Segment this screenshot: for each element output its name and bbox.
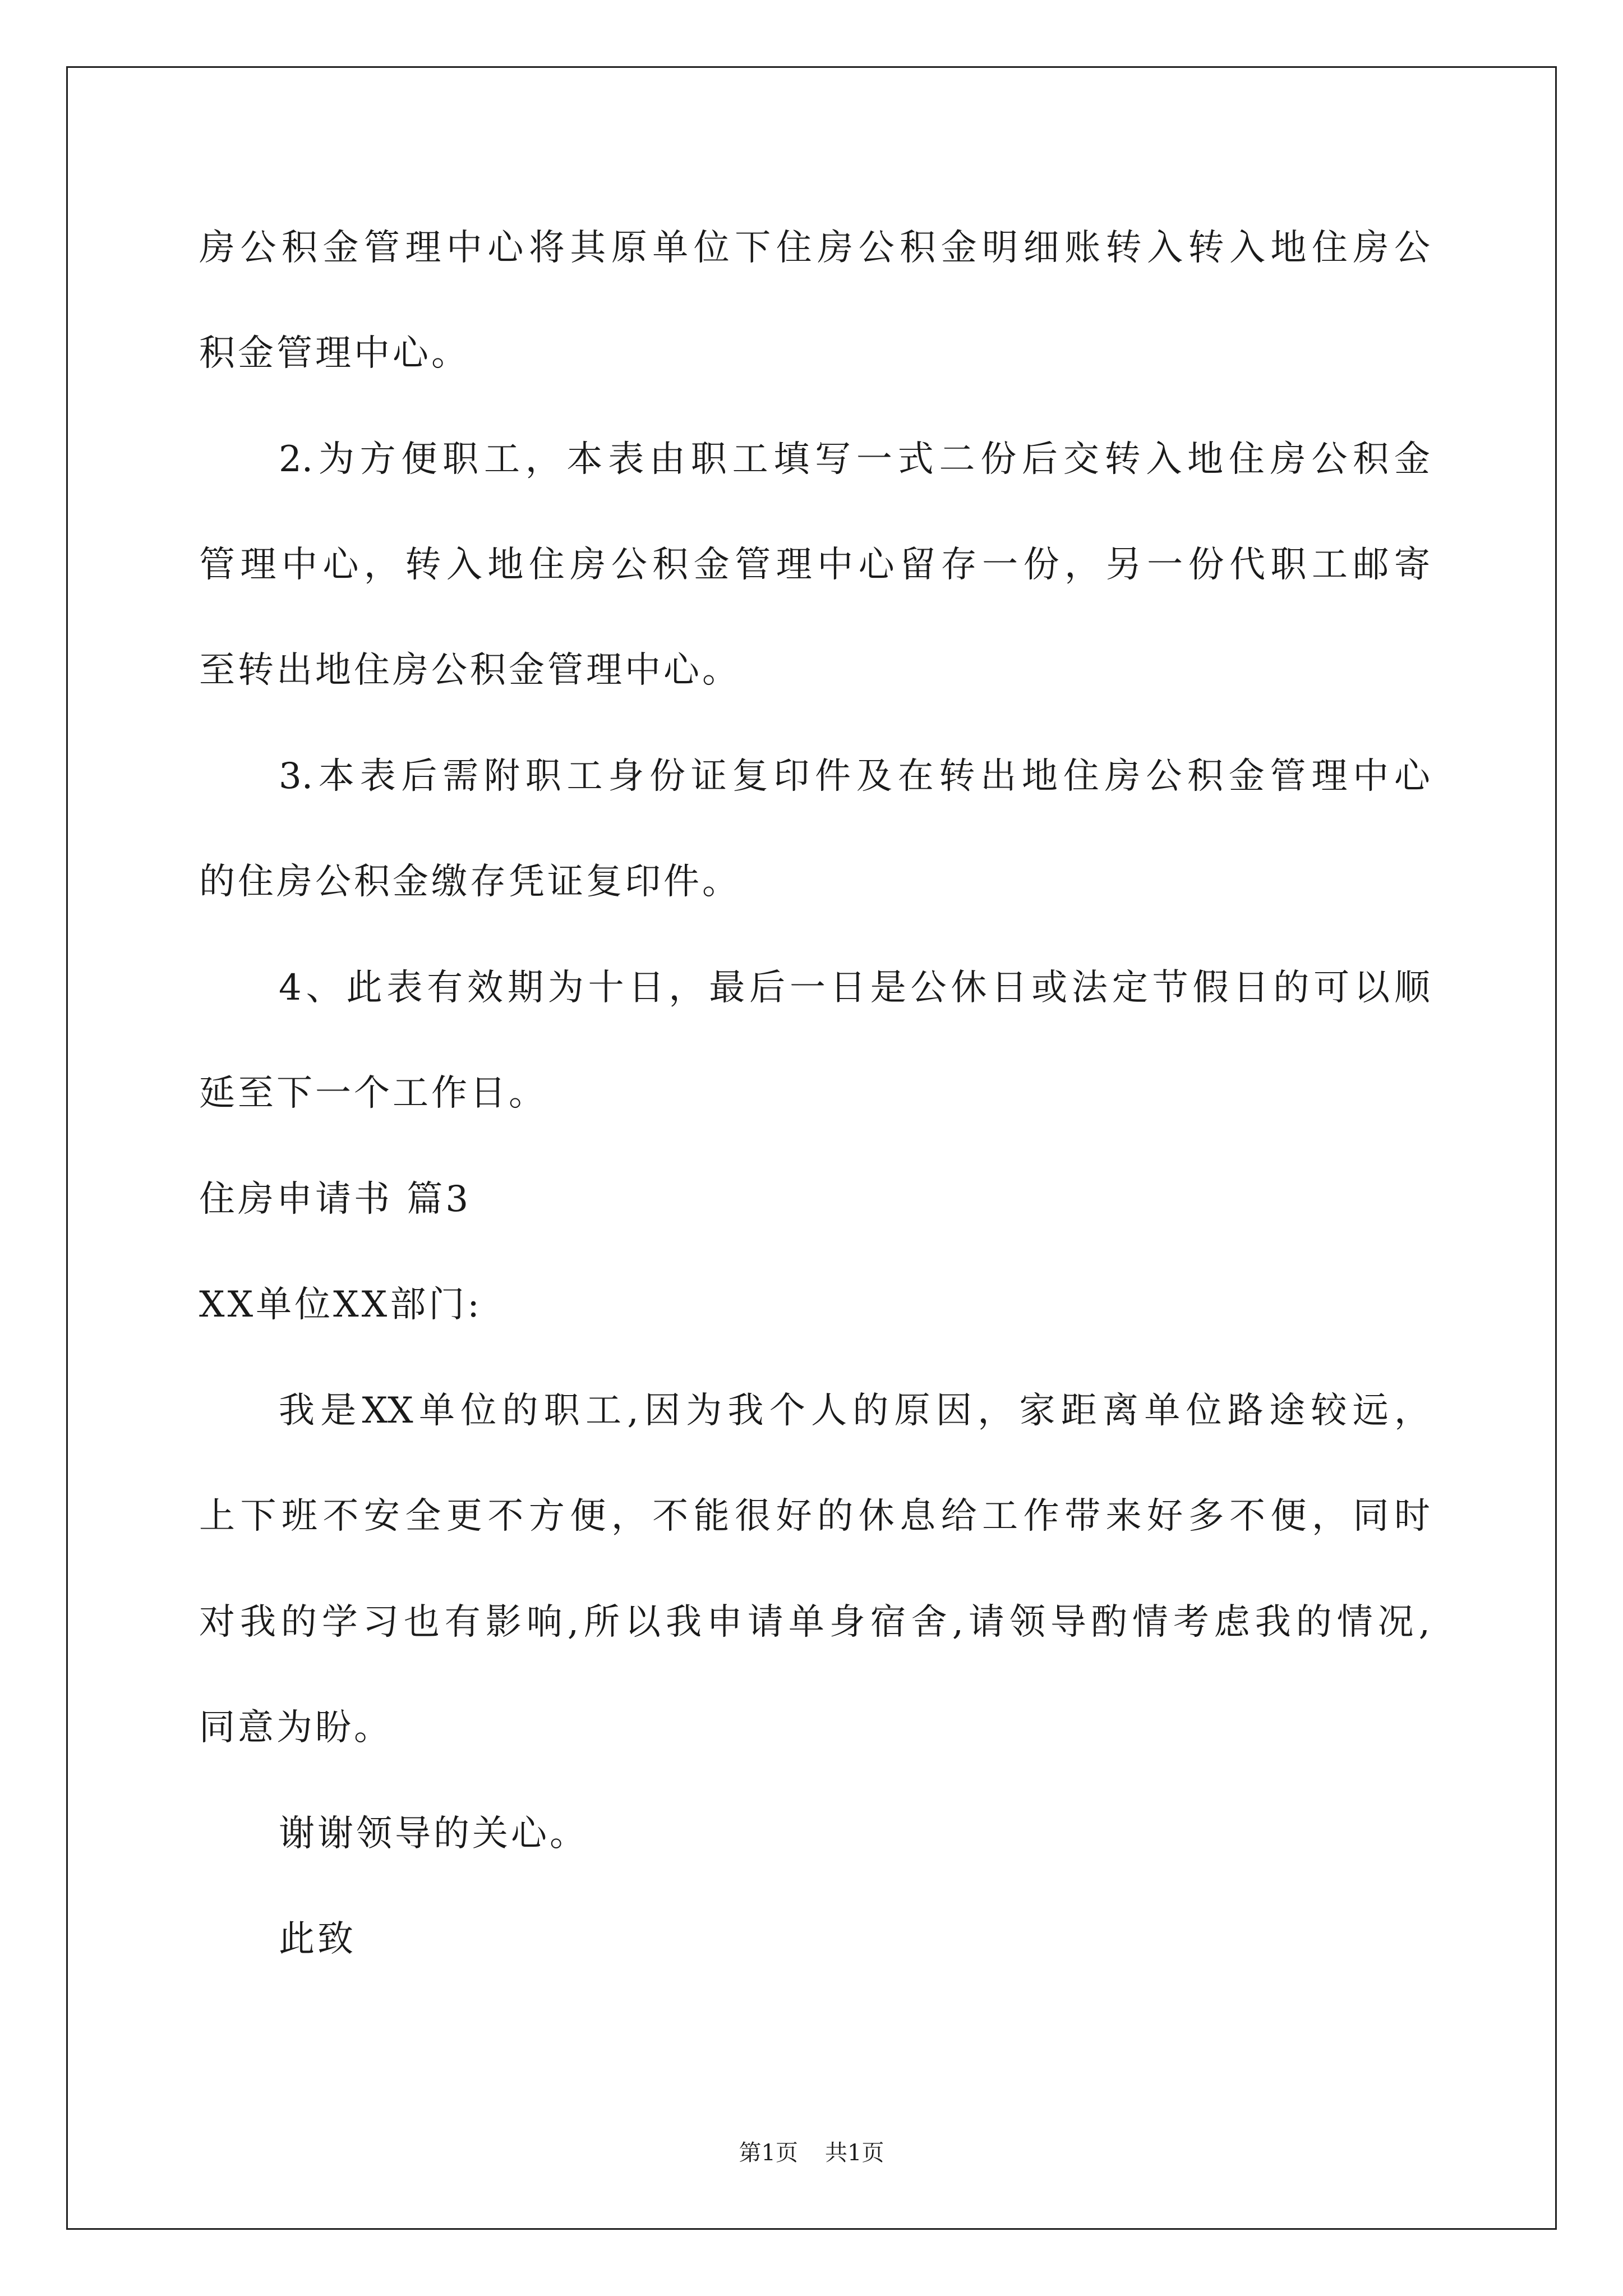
paragraph-line: 对我的学习也有影响,所以我申请单身宿舍,请领导酌情考虑我的情况,	[199, 1602, 1430, 1643]
salutation: XX单位XX部门:	[199, 1284, 482, 1326]
page-footer	[0, 2142, 1623, 2164]
paragraph-line: 3.本表后需附职工身份证复印件及在转出地住房公积金管理中心	[279, 756, 1430, 797]
paragraph-line: 至转出地住房公积金管理中心。	[199, 650, 741, 691]
paragraph-line: 房公积金管理中心将其原单位下住房公积金明细账转入转入地住房公	[199, 227, 1430, 269]
page-number: 第1页	[739, 2140, 798, 2166]
paragraph-line: 2.为方便职工，本表由职工填写一式二份后交转入地住房公积金	[279, 439, 1430, 480]
paragraph-line: 管理中心，转入地住房公积金管理中心留存一份，另一份代职工邮寄	[199, 544, 1430, 586]
paragraph-line: 我是XX单位的职工,因为我个人的原因，家距离单位路途较远，	[279, 1390, 1430, 1432]
paragraph-line: 积金管理中心。	[199, 333, 470, 374]
section-heading: 住房申请书 篇3	[199, 1179, 472, 1220]
paragraph-line: 4、此表有效期为十日，最后一日是公休日或法定节假日的可以顺	[279, 967, 1430, 1009]
paragraph-line: 延至下一个工作日。	[199, 1073, 547, 1114]
paragraph-line: 上下班不安全更不方便，不能很好的休息给工作带来好多不便，同时	[199, 1496, 1430, 1537]
paragraph-line: 的住房公积金缴存凭证复印件。	[199, 861, 741, 903]
page-total: 共1页	[825, 2140, 884, 2166]
paragraph-line: 同意为盼。	[199, 1707, 393, 1749]
closing-line: 谢谢领导的关心。	[279, 1813, 588, 1855]
page-border	[66, 66, 1557, 2230]
closing-line: 此致	[279, 1918, 356, 1960]
